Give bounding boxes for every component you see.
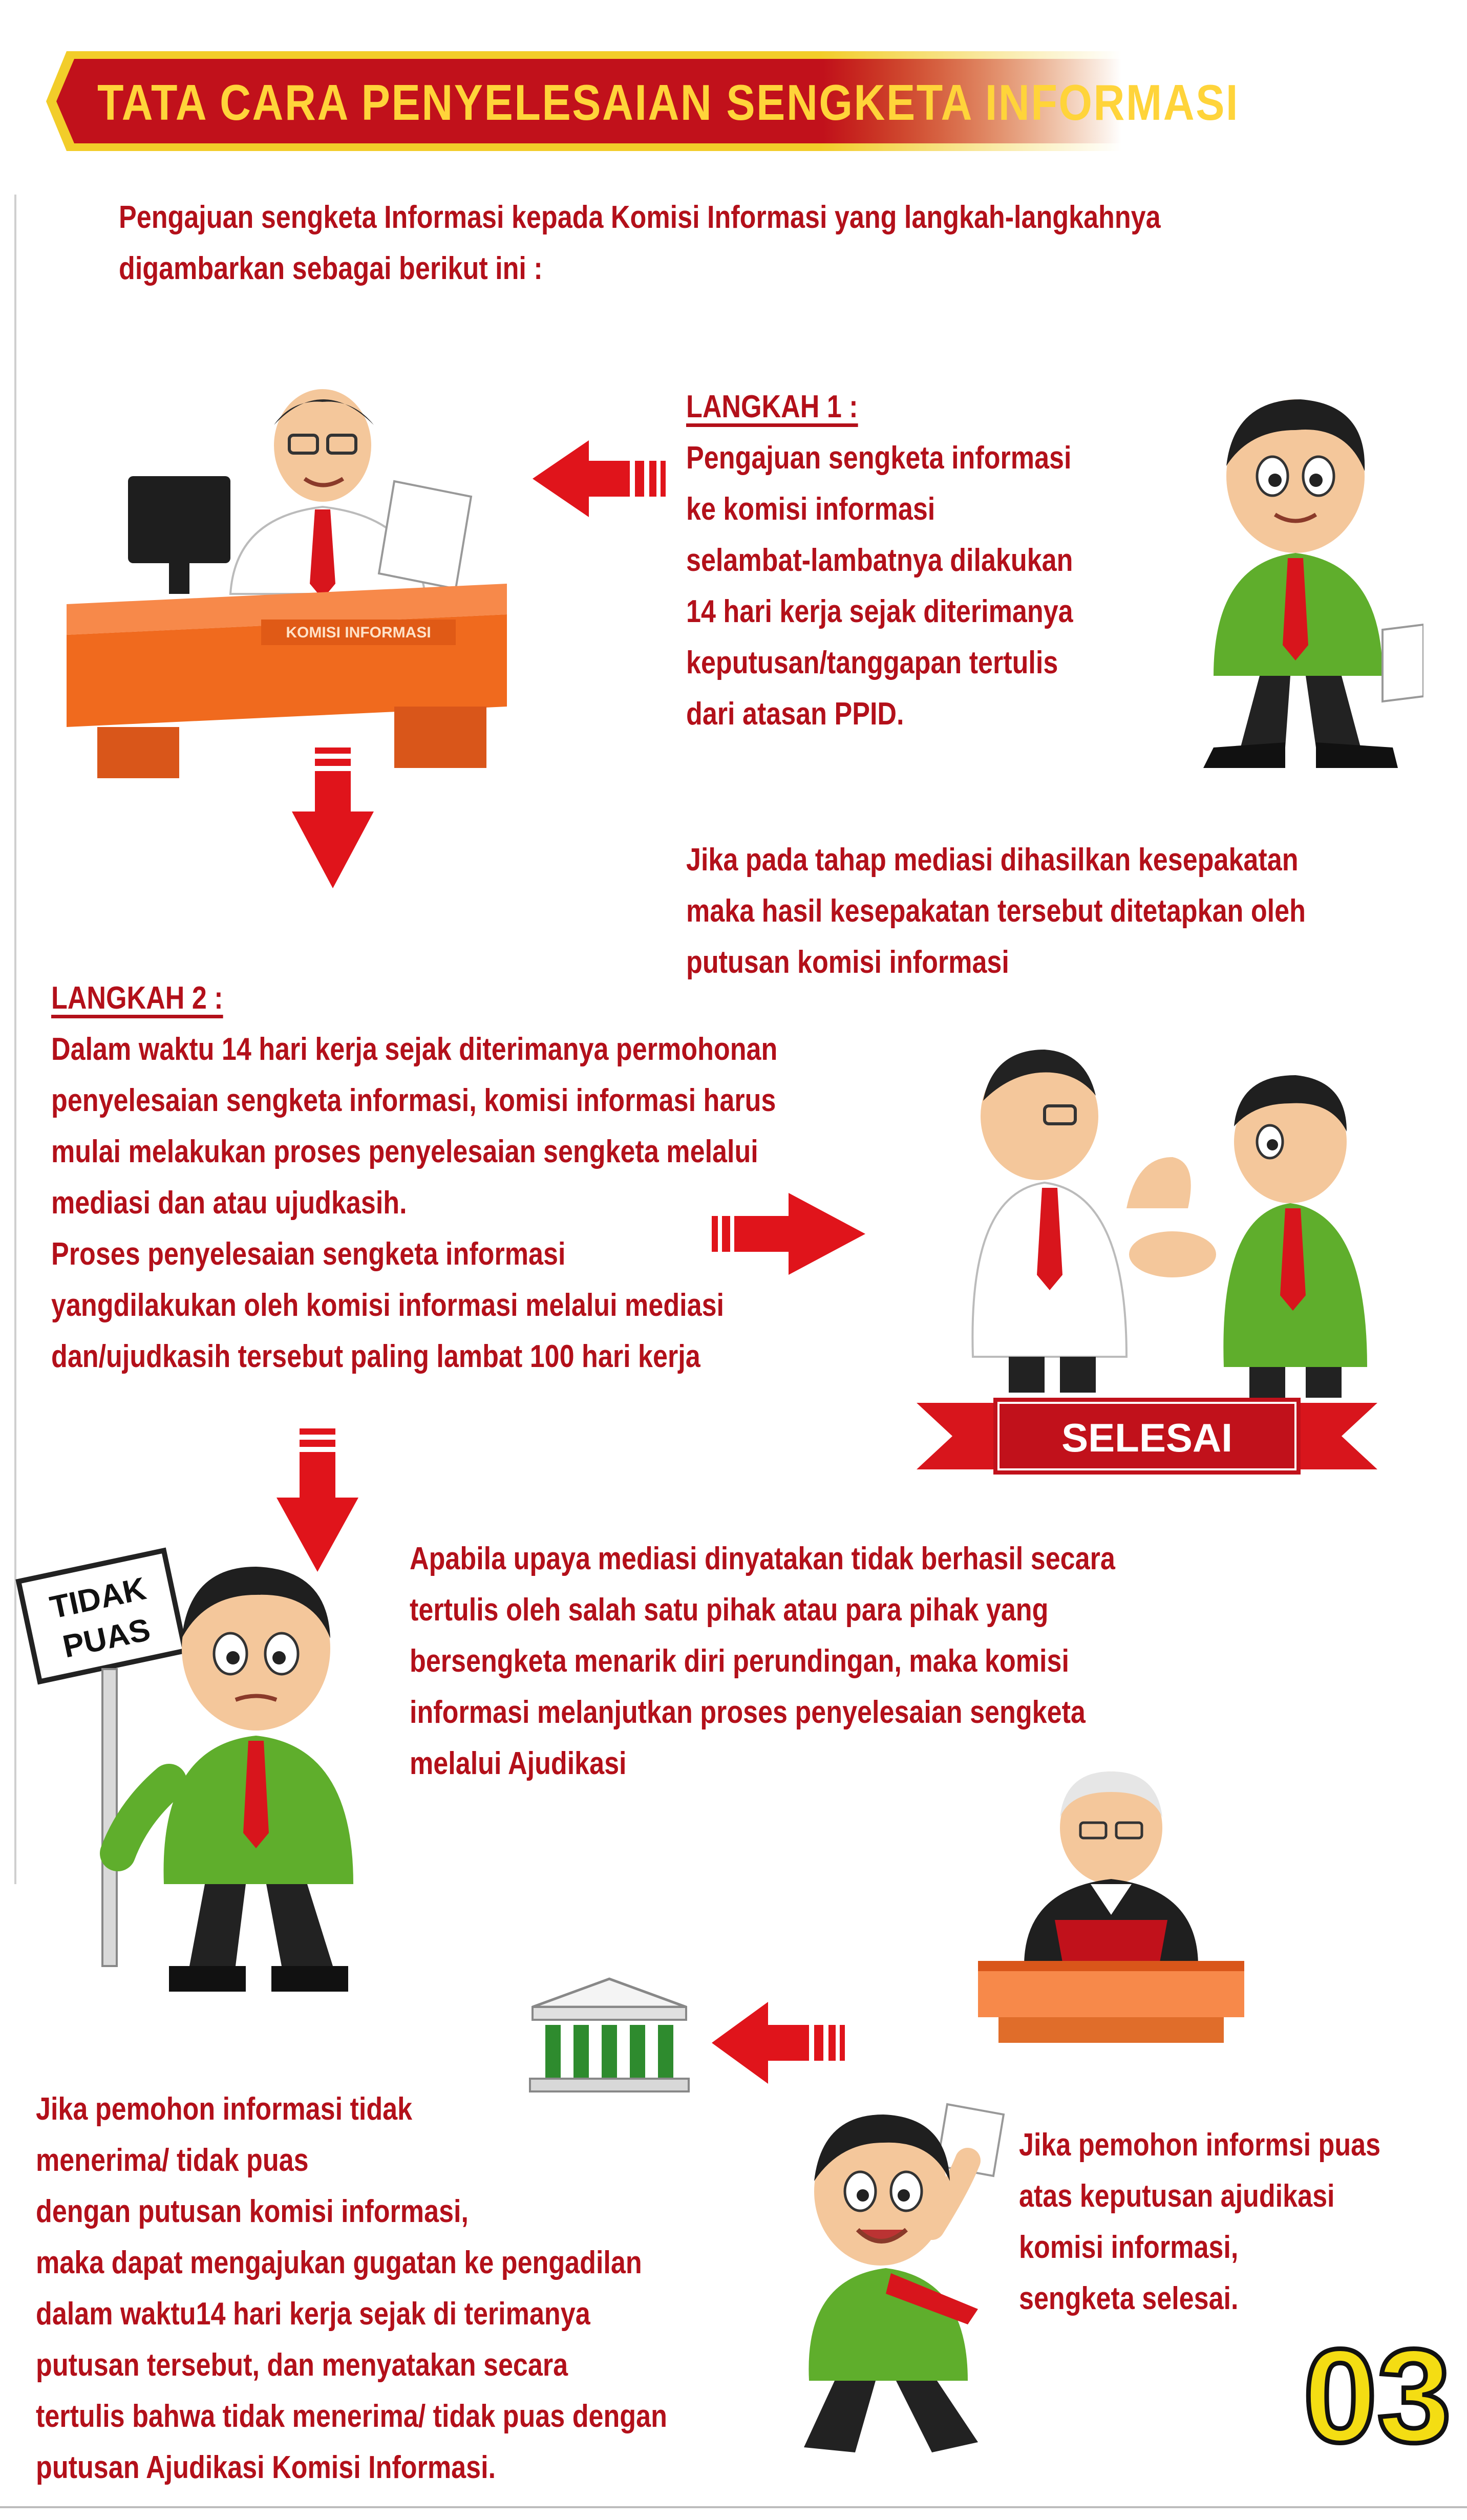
page-number: 03 bbox=[1303, 2322, 1452, 2470]
step1-line: dari atasan PPID. bbox=[686, 696, 904, 732]
arrow-right-icon bbox=[712, 1193, 865, 1275]
step1-line: selambat-lambatnya dilakukan bbox=[686, 543, 1073, 578]
adjudication-line: Apabila upaya mediasi dinyatakan tidak berhasil secara bbox=[410, 1541, 1115, 1576]
not-satisfied-line: putusan tersebut, dan menyatakan secara bbox=[36, 2347, 568, 2383]
step2-line: penyelesaian sengketa informasi, komisi informasi harus bbox=[51, 1083, 776, 1118]
judge-illustration bbox=[963, 1761, 1260, 2048]
arrow-left-icon bbox=[533, 440, 671, 517]
tidak-puas-illustration bbox=[15, 1546, 415, 1997]
adjudication-line: melalui Ajudikasi bbox=[410, 1746, 627, 1781]
satisfied-line: Jika pemohon informsi puas bbox=[1019, 2127, 1381, 2163]
step1-line: Pengajuan sengketa informasi bbox=[686, 440, 1072, 476]
intro-text bbox=[119, 192, 1161, 294]
not-satisfied-line: dengan putusan komisi informasi, bbox=[36, 2194, 469, 2229]
adjudication-line: informasi melanjutkan proses penyelesaian sengketa bbox=[410, 1695, 1086, 1730]
not-satisfied-line: tertulis bahwa tidak menerima/ tidak puas dengan bbox=[36, 2399, 667, 2434]
desk-label: KOMISI INFORMASI bbox=[286, 624, 431, 641]
step2-block bbox=[51, 973, 777, 1382]
adjudication-line: tertulis oleh salah satu pihak atau para pihak yang bbox=[410, 1592, 1049, 1628]
step2-line: dan/ujudkasih tersebut paling lambat 100 hari kerja bbox=[51, 1339, 700, 1374]
handshake-illustration bbox=[932, 1039, 1413, 1398]
court-building-icon bbox=[522, 1976, 696, 2094]
agreement-line: putusan komisi informasi bbox=[686, 945, 1009, 980]
step2-line: yangdilakukan oleh komisi informasi melalui mediasi bbox=[51, 1288, 725, 1323]
satisfied-text bbox=[1019, 2120, 1380, 2324]
adjudication-text bbox=[410, 1533, 1115, 1789]
arrow-down-icon bbox=[292, 748, 374, 888]
step1-heading: LANGKAH 1 : bbox=[686, 389, 858, 424]
intro-line: Pengajuan sengketa Informasi kepada Komisi Informasi yang langkah-langkahnya bbox=[119, 200, 1161, 235]
arrow-left-icon bbox=[712, 2002, 850, 2084]
happy-man-illustration bbox=[763, 2094, 1029, 2463]
page-title: TATA CARA PENYELESAIAN SENGKETA INFORMASI bbox=[97, 74, 1239, 131]
mediation-agreement-text bbox=[686, 835, 1306, 988]
not-satisfied-line: Jika pemohon informasi tidak bbox=[36, 2091, 413, 2127]
not-satisfied-line: putusan Ajudikasi Komisi Informasi. bbox=[36, 2450, 496, 2485]
step1-line: keputusan/tanggapan tertulis bbox=[686, 645, 1058, 680]
step1-line: 14 hari kerja sejak diterimanya bbox=[686, 594, 1073, 629]
applicant-man-illustration bbox=[1157, 389, 1423, 783]
sign-line1: TIDAK bbox=[47, 1571, 150, 1626]
step2-heading: LANGKAH 2 : bbox=[51, 980, 223, 1016]
step2-line: Dalam waktu 14 hari kerja sejak diterimanya permohonan bbox=[51, 1032, 778, 1067]
agreement-line: maka hasil kesepakatan tersebut ditetapkan oleh bbox=[686, 893, 1306, 929]
sign-line2: PUAS bbox=[59, 1612, 154, 1665]
selesai-label: SELESAI bbox=[1061, 1415, 1232, 1460]
step2-line: mediasi dan atau ujudkasih. bbox=[51, 1185, 407, 1221]
satisfied-line: atas keputusan ajudikasi bbox=[1019, 2179, 1335, 2214]
step1-line: ke komisi informasi bbox=[686, 492, 936, 527]
not-satisfied-text bbox=[36, 2084, 667, 2493]
bottom-divider bbox=[0, 2506, 1467, 2508]
not-satisfied-line: dalam waktu14 hari kerja sejak di terimanya bbox=[36, 2296, 590, 2332]
agreement-line: Jika pada tahap mediasi dihasilkan kesepakatan bbox=[686, 842, 1299, 878]
not-satisfied-line: maka dapat mengajukan gugatan ke pengadilan bbox=[36, 2245, 642, 2280]
not-satisfied-line: menerima/ tidak puas bbox=[36, 2143, 309, 2178]
step2-line: Proses penyelesaian sengketa informasi bbox=[51, 1236, 566, 1272]
satisfied-line: sengketa selesai. bbox=[1019, 2281, 1239, 2316]
selesai-ribbon bbox=[917, 1393, 1377, 1480]
adjudication-line: bersengketa menarik diri perundingan, maka komisi bbox=[410, 1643, 1069, 1679]
komisi-informasi-desk-illustration bbox=[67, 379, 543, 778]
satisfied-line: komisi informasi, bbox=[1019, 2230, 1239, 2265]
step1-block bbox=[686, 381, 1073, 740]
step2-line: mulai melakukan proses penyelesaian sengketa melalui bbox=[51, 1134, 758, 1169]
intro-line: digambarkan sebagai berikut ini : bbox=[119, 251, 543, 286]
